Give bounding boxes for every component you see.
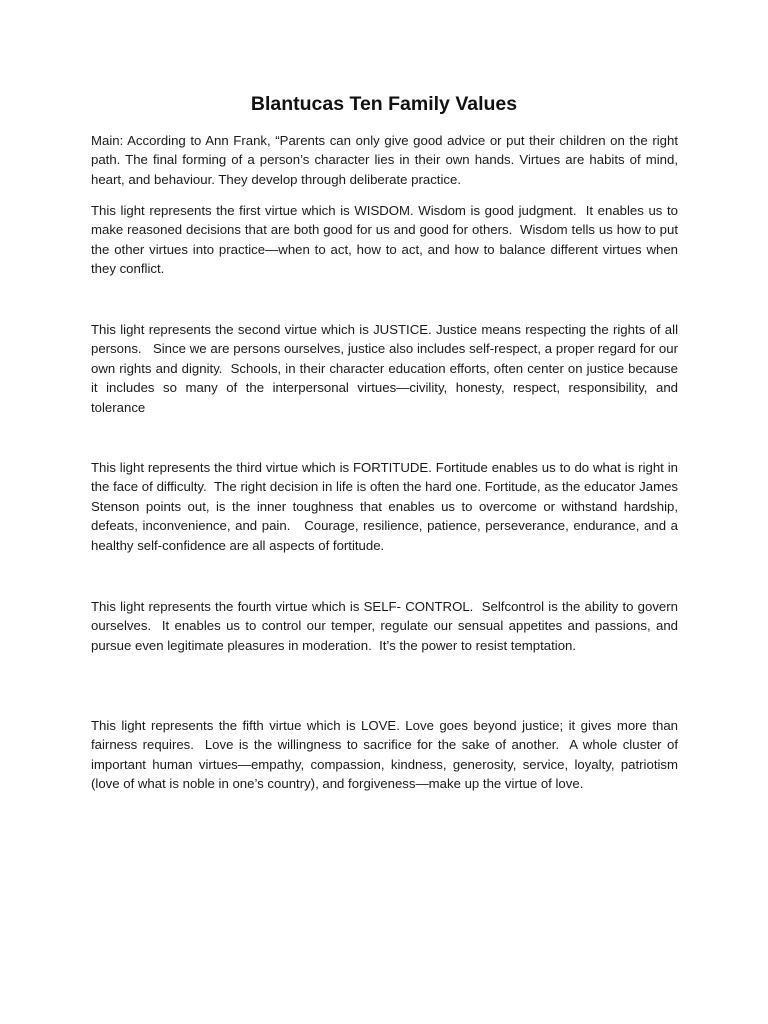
paragraph-self-control: This light represents the fourth virtue which is SELF- CONTROL. Selfcontrol is the ability to govern ourselves. It enables us to control our temper, regulate our sensual appetites and passions, and pursue even legitimate pleasures in moderation. It’s the power to resist temptation.: [91, 599, 682, 653]
paragraph-justice: This light represents the second virtue which is JUSTICE. Justice means respecting the rights of all persons. Since we are persons ourselves, justice also includes self-respect, a proper regard for our own rights and dignity. Schools, in their character education efforts, often center on justice because it includes so many of the interpersonal virtues—civility, honesty, respect, responsibility, and tolerance: [91, 322, 682, 415]
paragraph-wisdom: This light represents the first virtue which is WISDOM. Wisdom is good judgment. It enables us to make reasoned decisions that are both good for us and good for others. Wisdom tells us how to put the other virtues into practice—when to act, how to act, and how to balance different virtues when they conflict.: [91, 203, 682, 277]
paragraph-love: This light represents the fifth virtue which is LOVE. Love goes beyond justice; it gives more than fairness requires. Love is the willingness to sacrifice for the sake of another. A whole cluster of important human virtues—empathy, compassion, kindness, generosity, service, loyalty, patriotism (love of what is noble in one’s country), and forgiveness—make up the virtue of love.: [91, 718, 682, 792]
document-title: Blantucas Ten Family Values: [250, 93, 518, 115]
paragraph-intro: Main: According to Ann Frank, “Parents can only give good advice or put their children on the right path. The final forming of a person’s character lies in their own hands. Virtues are habits of mind, heart, and behaviour. They develop through deliberate practice.: [91, 133, 682, 187]
paragraph-fortitude: This light represents the third virtue which is FORTITUDE. Fortitude enables us to do what is right in the face of difficulty. The right decision in life is often the hard one. Fortitude, as the educator James Stenson points out, is the inner toughness that enables us to overcome or withstand hardship, defeats, inconvenience, and pain. Courage, resilience, patience, perseverance, endurance, and a healthy self-confidence are all aspects of fortitude.: [91, 460, 682, 553]
